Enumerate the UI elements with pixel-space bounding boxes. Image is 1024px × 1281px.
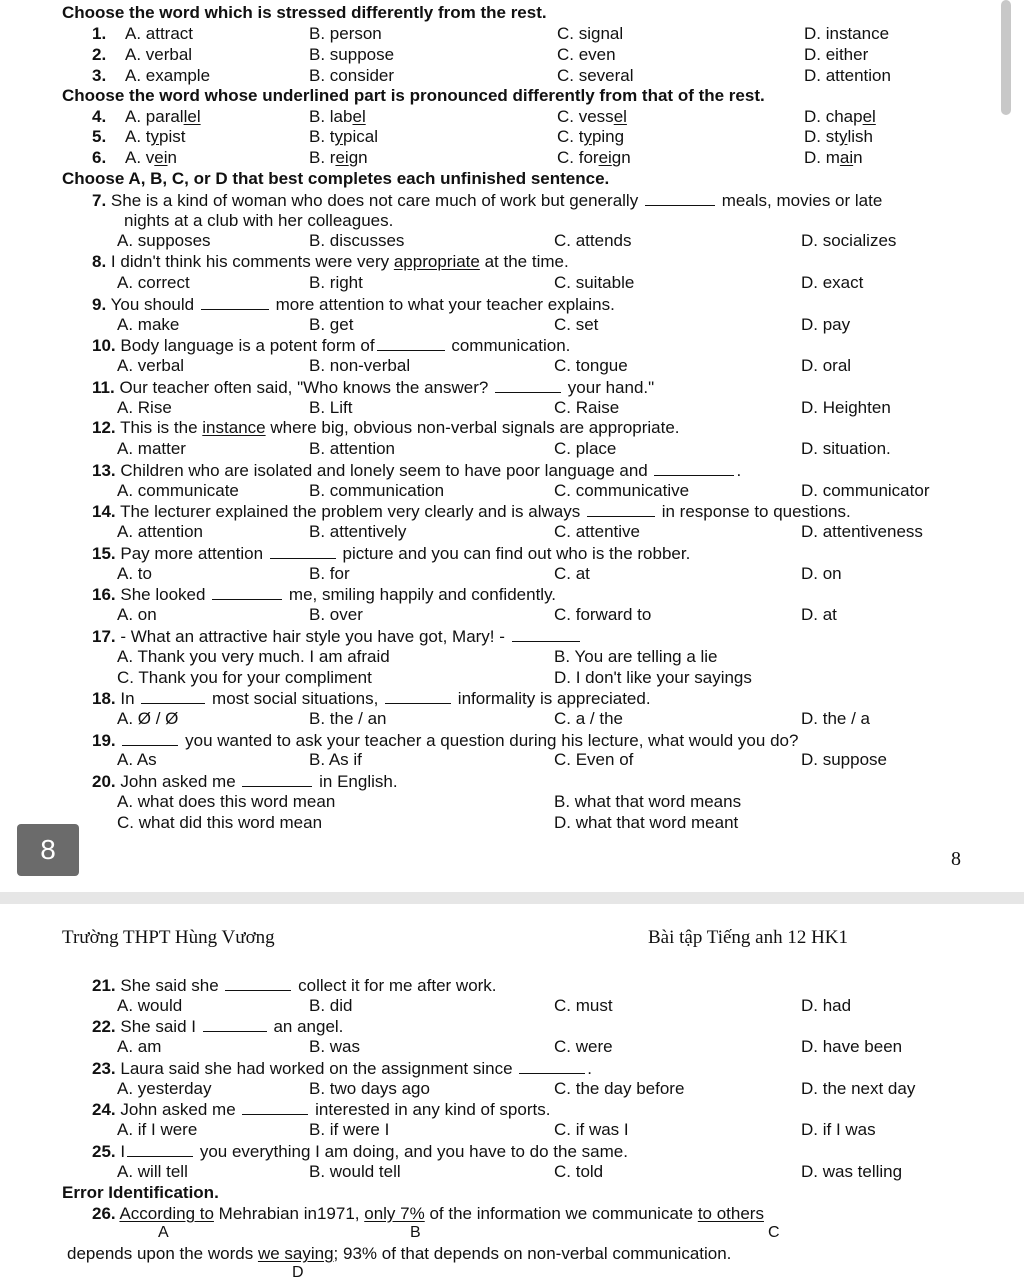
option-a: A. am	[117, 1037, 162, 1056]
option-a: A. if I were	[117, 1120, 198, 1139]
option-c: C. a / the	[554, 709, 623, 728]
option-a: A. matter	[117, 439, 186, 458]
option-d: D. stylish	[804, 127, 873, 146]
question-stem-continued: depends upon the words we saying; 93% of that depends on non-verbal communication.	[67, 1244, 732, 1263]
option-b: B. two days ago	[309, 1079, 430, 1098]
option-d: D. main	[804, 148, 863, 167]
question-stem: 9. You should more attention to what your teacher explains.	[92, 295, 615, 314]
question-stem: 26. According to Mehrabian in1971, only 7% of the information we communicate to others	[92, 1204, 764, 1223]
option-c: C. foreign	[557, 148, 631, 167]
option-c: C. communicative	[554, 481, 690, 500]
option-d: D. have been	[801, 1037, 903, 1056]
header-course: Bài tập Tiếng anh 12 HK1	[648, 927, 849, 948]
option-c: C. suitable	[554, 273, 635, 292]
option-b: B. As if	[309, 750, 362, 769]
option-c: C. were	[554, 1037, 613, 1056]
option-b: B. did	[309, 996, 353, 1015]
option-b: B. person	[309, 24, 382, 43]
option-a: A. yesterday	[117, 1079, 212, 1098]
option-b: B. attention	[309, 439, 396, 458]
option-a: A. As	[117, 750, 157, 769]
option-d: D. if I was	[801, 1120, 876, 1139]
option-b: B. suppose	[309, 45, 395, 64]
option-c: C. the day before	[554, 1079, 685, 1098]
question-stem: 7. She is a kind of woman who does not care much of work but generally meals, movies or late	[92, 191, 883, 210]
option-a: A. verbal	[117, 356, 185, 375]
option-d: D. I don't like your sayings	[554, 668, 752, 687]
option-a: A. on	[117, 605, 157, 624]
option-b: B. discusses	[309, 231, 405, 250]
option-d: D. suppose	[801, 750, 887, 769]
question-number: 1.	[92, 24, 107, 43]
option-d: D. the / a	[801, 709, 870, 728]
error-label-a: A	[158, 1224, 169, 1241]
scrollbar-thumb[interactable]	[1001, 0, 1011, 115]
question-stem: 25. I you everything I am doing, and you have to do the same.	[92, 1142, 628, 1161]
option-c: C. tongue	[554, 356, 628, 375]
section-heading-pronunciation: Choose the word whose underlined part is pronounced differently from that of the rest.	[62, 86, 765, 105]
question-stem: 13. Children who are isolated and lonely seem to have poor language and .	[92, 461, 742, 480]
option-d: D. the next day	[801, 1079, 916, 1098]
option-c: C. Raise	[554, 398, 620, 417]
option-d: D. attentiveness	[801, 522, 923, 541]
question-stem: 19. you wanted to ask your teacher a question during his lecture, what would you do?	[92, 731, 799, 750]
option-b: B. for	[309, 564, 350, 583]
option-d: D. at	[801, 605, 837, 624]
error-label-b: B	[410, 1224, 421, 1241]
option-c: C. several	[557, 66, 634, 85]
option-b: B. consider	[309, 66, 395, 85]
option-a: A. supposes	[117, 231, 211, 250]
option-c: C. typing	[557, 127, 625, 146]
option-b: B. would tell	[309, 1162, 401, 1181]
option-a: A. vein	[125, 148, 177, 167]
option-b: B. non-verbal	[309, 356, 411, 375]
option-d: D. had	[801, 996, 852, 1015]
option-d: D. communicator	[801, 481, 930, 500]
option-b: B. You are telling a lie	[554, 647, 718, 666]
option-b: B. right	[309, 273, 363, 292]
option-c: C. if was I	[554, 1120, 629, 1139]
option-c: C. at	[554, 564, 590, 583]
option-c: C. forward to	[554, 605, 652, 624]
option-d: D. on	[801, 564, 842, 583]
question-stem: 10. Body language is a potent form of communication.	[92, 336, 571, 355]
option-d: D. Heighten	[801, 398, 891, 417]
error-label-c: C	[768, 1224, 780, 1241]
option-b: B. what that word means	[554, 792, 742, 811]
option-a: A. correct	[117, 273, 190, 292]
page-badge: 8	[17, 824, 79, 876]
option-b: B. the / an	[309, 709, 387, 728]
option-a: A. communicate	[117, 481, 239, 500]
question-number: 5.	[92, 127, 107, 146]
question-stem: 16. She looked me, smiling happily and confidently.	[92, 585, 557, 604]
option-b: B. Lift	[309, 398, 353, 417]
option-a: A. attention	[117, 522, 204, 541]
question-stem: 17. - What an attractive hair style you have got, Mary! -	[92, 626, 582, 647]
option-c: C. set	[554, 315, 599, 334]
option-d: D. was telling	[801, 1162, 903, 1181]
page-number: 8	[951, 848, 961, 870]
option-c: C. Thank you for your compliment	[117, 668, 372, 687]
option-d: D. instance	[804, 24, 890, 43]
option-d: D. either	[804, 45, 869, 64]
option-b: B. over	[309, 605, 363, 624]
option-a: A. to	[117, 564, 152, 583]
question-stem-continued: nights at a club with her colleagues.	[124, 211, 394, 230]
option-b: B. attentively	[309, 522, 407, 541]
option-c: C. vessel	[557, 107, 627, 126]
question-number: 3.	[92, 66, 107, 85]
header-school: Trường THPT Hùng Vương	[62, 927, 275, 948]
option-b: B. reign	[309, 148, 368, 167]
option-a: A. Ø / Ø	[117, 709, 179, 728]
question-number: 4.	[92, 107, 107, 126]
question-stem: 12. This is the instance where big, obvious non-verbal signals are appropriate.	[92, 418, 680, 437]
option-b: B. was	[309, 1037, 361, 1056]
option-c: C. signal	[557, 24, 624, 43]
option-d: D. what that word meant	[554, 813, 739, 832]
question-number: 6.	[92, 148, 107, 167]
option-a: A. Rise	[117, 398, 172, 417]
option-a: A. Thank you very much. I am afraid	[117, 647, 390, 666]
question-number: 2.	[92, 45, 107, 64]
option-c: C. must	[554, 996, 613, 1015]
option-b: B. label	[309, 107, 366, 126]
option-c: C. Even of	[554, 750, 634, 769]
option-a: A. verbal	[125, 45, 193, 64]
question-stem: 21. She said she collect it for me after work.	[92, 976, 497, 995]
option-c: C. place	[554, 439, 617, 458]
option-a: A. will tell	[117, 1162, 188, 1181]
question-stem: 15. Pay more attention picture and you can find out who is the robber.	[92, 544, 691, 563]
option-d: D. pay	[801, 315, 851, 334]
option-d: D. socializes	[801, 231, 897, 250]
question-stem: 18. In most social situations, informality is appreciated.	[92, 689, 651, 708]
option-a: A. typist	[125, 127, 186, 146]
option-a: A. attract	[125, 24, 194, 43]
option-c: C. attends	[554, 231, 632, 250]
option-c: C. told	[554, 1162, 604, 1181]
option-d: D. attention	[804, 66, 891, 85]
option-a: A. make	[117, 315, 180, 334]
question-stem: 22. She said I an angel.	[92, 1017, 344, 1036]
section-heading-stress: Choose the word which is stressed differently from the rest.	[62, 3, 547, 22]
option-d: D. situation.	[801, 439, 891, 458]
option-a: A. would	[117, 996, 183, 1015]
option-a: A. parallel	[125, 107, 201, 126]
question-stem: 20. John asked me in English.	[92, 772, 398, 791]
question-stem: 8. I didn't think his comments were very appropriate at the time.	[92, 252, 569, 271]
question-stem: 14. The lecturer explained the problem very clearly and is always in response to questions.	[92, 502, 851, 521]
option-b: B. get	[309, 315, 354, 334]
option-b: B. if were I	[309, 1120, 390, 1139]
option-b: B. typical	[309, 127, 378, 146]
section-heading-error: Error Identification.	[62, 1183, 219, 1202]
option-c: C. attentive	[554, 522, 640, 541]
option-d: D. chapel	[804, 107, 876, 126]
page-separator	[0, 892, 1024, 904]
option-d: D. oral	[801, 356, 852, 375]
option-c: C. what did this word mean	[117, 813, 323, 832]
option-d: D. exact	[801, 273, 864, 292]
question-stem: 23. Laura said she had worked on the assignment since .	[92, 1059, 593, 1078]
section-heading-completion: Choose A, B, C, or D that best completes each unfinished sentence.	[62, 169, 610, 188]
question-stem: 11. Our teacher often said, "Who knows the answer? your hand."	[92, 378, 655, 397]
question-stem: 24. John asked me interested in any kind of sports.	[92, 1100, 551, 1119]
option-a: A. what does this word mean	[117, 792, 336, 811]
option-c: C. even	[557, 45, 616, 64]
option-a: A. example	[125, 66, 211, 85]
error-label-d: D	[292, 1264, 304, 1281]
option-b: B. communication	[309, 481, 445, 500]
